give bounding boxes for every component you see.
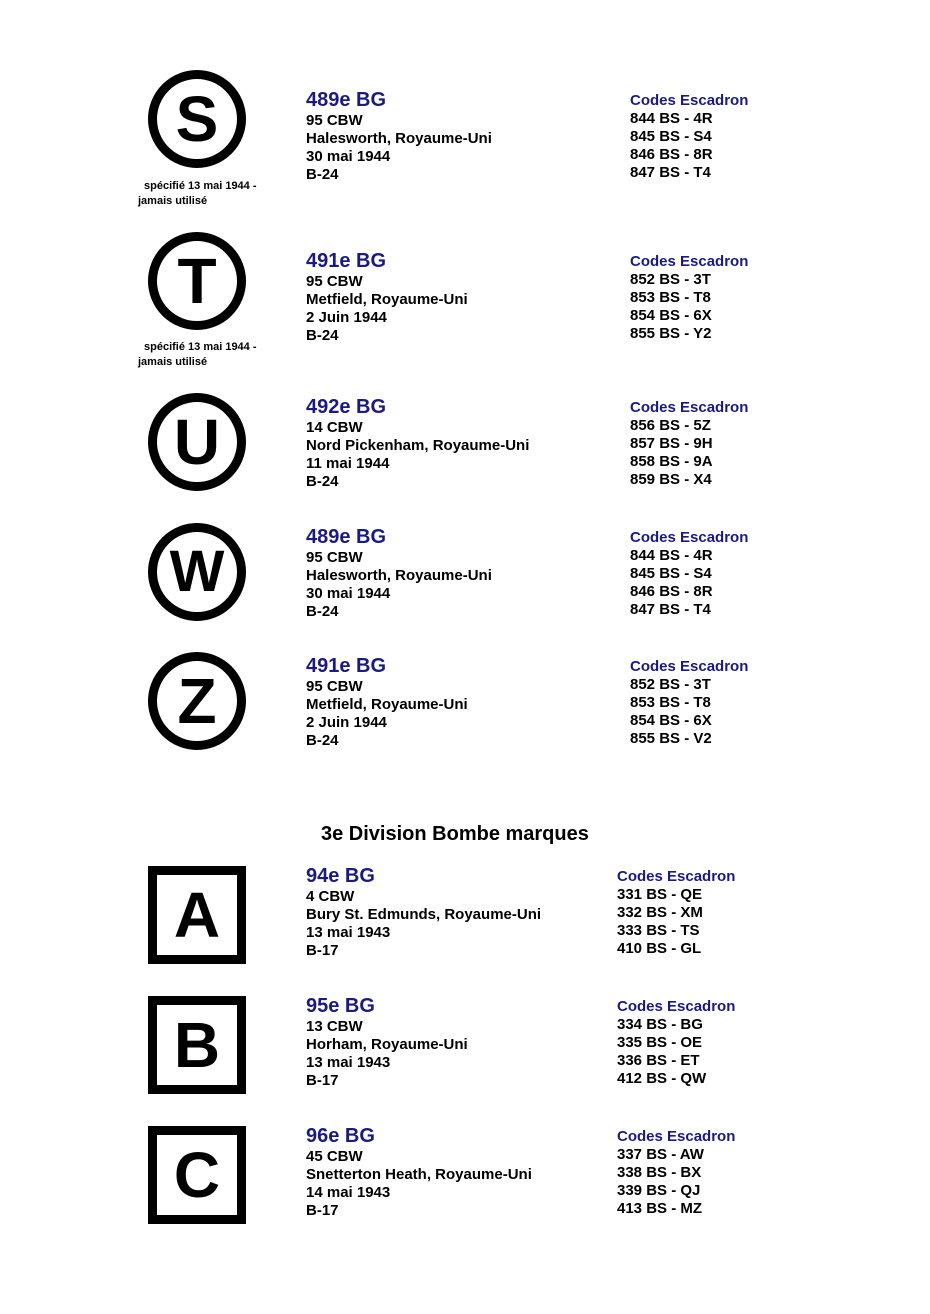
group-info xyxy=(306,250,468,345)
group-info xyxy=(306,89,492,184)
wing: 13 CBW xyxy=(306,1018,363,1035)
code-line: 859 BS - X4 xyxy=(630,471,712,488)
marking-note xyxy=(138,179,278,209)
group-name: 491e BG xyxy=(306,655,387,677)
base: Metfield, Royaume-Uni xyxy=(306,291,468,308)
date: 14 mai 1943 xyxy=(306,1184,391,1201)
marking-letter: Z xyxy=(177,665,217,737)
marking-letter: B xyxy=(173,1009,221,1081)
date: 30 mai 1944 xyxy=(306,585,391,602)
code-line: 857 BS - 9H xyxy=(630,435,713,452)
base: Metfield, Royaume-Uni xyxy=(306,696,468,713)
group-name: 95e BG xyxy=(306,995,375,1017)
wing: 4 CBW xyxy=(306,888,355,905)
marking-letter: A xyxy=(173,879,221,951)
wing: 95 CBW xyxy=(306,678,363,695)
code-line: 846 BS - 8R xyxy=(630,146,713,163)
code-line: 852 BS - 3T xyxy=(630,271,711,288)
codes-title: Codes Escadron xyxy=(630,253,749,270)
code-line: 846 BS - 8R xyxy=(630,583,713,600)
code-line: 847 BS - T4 xyxy=(630,164,711,181)
wing: 95 CBW xyxy=(306,112,363,129)
codes-title: Codes Escadron xyxy=(630,529,749,546)
code-line: 856 BS - 5Z xyxy=(630,417,711,434)
code-line: 413 BS - MZ xyxy=(617,1200,703,1217)
aircraft: B-24 xyxy=(306,732,339,749)
code-line: 855 BS - Y2 xyxy=(630,325,712,342)
code-line: 338 BS - BX xyxy=(617,1164,702,1181)
date: 13 mai 1943 xyxy=(306,1054,391,1071)
code-line: 336 BS - ET xyxy=(617,1052,700,1069)
base: Horham, Royaume-Uni xyxy=(306,1036,468,1053)
square-b-marking xyxy=(148,996,246,1094)
wing: 95 CBW xyxy=(306,273,363,290)
aircraft: B-17 xyxy=(306,942,339,959)
squadron-codes xyxy=(630,92,748,182)
code-line: 854 BS - 6X xyxy=(630,307,712,324)
marking-letter: S xyxy=(175,83,219,155)
codes-title: Codes Escadron xyxy=(630,658,749,675)
marking-letter: T xyxy=(177,245,217,317)
code-line: 332 BS - XM xyxy=(617,904,703,921)
group-info xyxy=(306,995,468,1090)
note-line: spécifié 13 mai 1944 - xyxy=(144,341,257,353)
marking-letter: W xyxy=(169,539,225,604)
marking-letter: C xyxy=(173,1139,221,1211)
codes-title: Codes Escadron xyxy=(617,868,736,885)
section-title: 3e Division Bombe marques xyxy=(321,823,589,845)
aircraft: B-24 xyxy=(306,603,339,620)
code-line: 335 BS - OE xyxy=(617,1034,703,1051)
base: Snetterton Heath, Royaume-Uni xyxy=(306,1166,532,1183)
circle-u-marking xyxy=(148,393,246,491)
aircraft: B-24 xyxy=(306,327,339,344)
base: Nord Pickenham, Royaume-Uni xyxy=(306,437,530,454)
aircraft: B-17 xyxy=(306,1072,339,1089)
squadron-codes xyxy=(617,998,735,1088)
group-info xyxy=(306,1125,532,1220)
date: 30 mai 1944 xyxy=(306,148,391,165)
code-line: 847 BS - T4 xyxy=(630,601,711,618)
code-line: 845 BS - S4 xyxy=(630,565,712,582)
codes-title: Codes Escadron xyxy=(630,399,749,416)
note-line: jamais utilisé xyxy=(138,356,208,368)
code-line: 337 BS - AW xyxy=(617,1146,704,1163)
codes-title: Codes Escadron xyxy=(617,998,736,1015)
group-name: 94e BG xyxy=(306,865,375,887)
base: Halesworth, Royaume-Uni xyxy=(306,130,492,147)
squadron-codes xyxy=(630,253,748,343)
code-line: 845 BS - S4 xyxy=(630,128,712,145)
code-line: 844 BS - 4R xyxy=(630,547,713,564)
group-name: 489e BG xyxy=(306,526,387,548)
aircraft: B-24 xyxy=(306,166,339,183)
group-name: 492e BG xyxy=(306,396,387,418)
base: Bury St. Edmunds, Royaume-Uni xyxy=(306,906,542,923)
note-line: jamais utilisé xyxy=(138,195,208,207)
group-name: 489e BG xyxy=(306,89,387,111)
code-line: 339 BS - QJ xyxy=(617,1182,701,1199)
code-line: 331 BS - QE xyxy=(617,886,703,903)
code-line: 853 BS - T8 xyxy=(630,289,711,306)
group-info xyxy=(306,396,529,491)
squadron-codes xyxy=(630,658,748,748)
code-line: 854 BS - 6X xyxy=(630,712,712,729)
group-name: 96e BG xyxy=(306,1125,375,1147)
square-c-marking xyxy=(148,1126,246,1224)
circle-z-marking xyxy=(148,652,246,750)
aircraft: B-17 xyxy=(306,1202,339,1219)
code-line: 852 BS - 3T xyxy=(630,676,711,693)
squadron-codes xyxy=(630,529,748,619)
code-line: 858 BS - 9A xyxy=(630,453,713,470)
code-line: 333 BS - TS xyxy=(617,922,700,939)
group-info xyxy=(306,526,492,621)
group-info xyxy=(306,655,468,750)
date: 13 mai 1943 xyxy=(306,924,391,941)
aircraft: B-24 xyxy=(306,473,339,490)
marking-note xyxy=(138,340,278,370)
date: 2 Juin 1944 xyxy=(306,714,387,731)
code-line: 412 BS - QW xyxy=(617,1070,707,1087)
squadron-codes xyxy=(630,399,748,489)
note-line: spécifié 13 mai 1944 - xyxy=(144,180,257,192)
codes-title: Codes Escadron xyxy=(630,92,749,109)
base: Halesworth, Royaume-Uni xyxy=(306,567,492,584)
wing: 45 CBW xyxy=(306,1148,363,1165)
wing: 95 CBW xyxy=(306,549,363,566)
square-a-marking xyxy=(148,866,246,964)
squadron-codes xyxy=(617,868,735,958)
wing: 14 CBW xyxy=(306,419,363,436)
circle-w-marking xyxy=(148,523,246,621)
circle-s-marking xyxy=(148,70,246,168)
code-line: 855 BS - V2 xyxy=(630,730,712,747)
circle-t-marking xyxy=(148,232,246,330)
code-line: 334 BS - BG xyxy=(617,1016,703,1033)
marking-letter: U xyxy=(173,406,221,478)
date: 2 Juin 1944 xyxy=(306,309,387,326)
code-line: 410 BS - GL xyxy=(617,940,702,957)
group-info xyxy=(306,865,541,960)
date: 11 mai 1944 xyxy=(306,455,390,472)
squadron-codes xyxy=(617,1128,735,1218)
codes-title: Codes Escadron xyxy=(617,1128,736,1145)
code-line: 853 BS - T8 xyxy=(630,694,711,711)
code-line: 844 BS - 4R xyxy=(630,110,713,127)
group-name: 491e BG xyxy=(306,250,387,272)
